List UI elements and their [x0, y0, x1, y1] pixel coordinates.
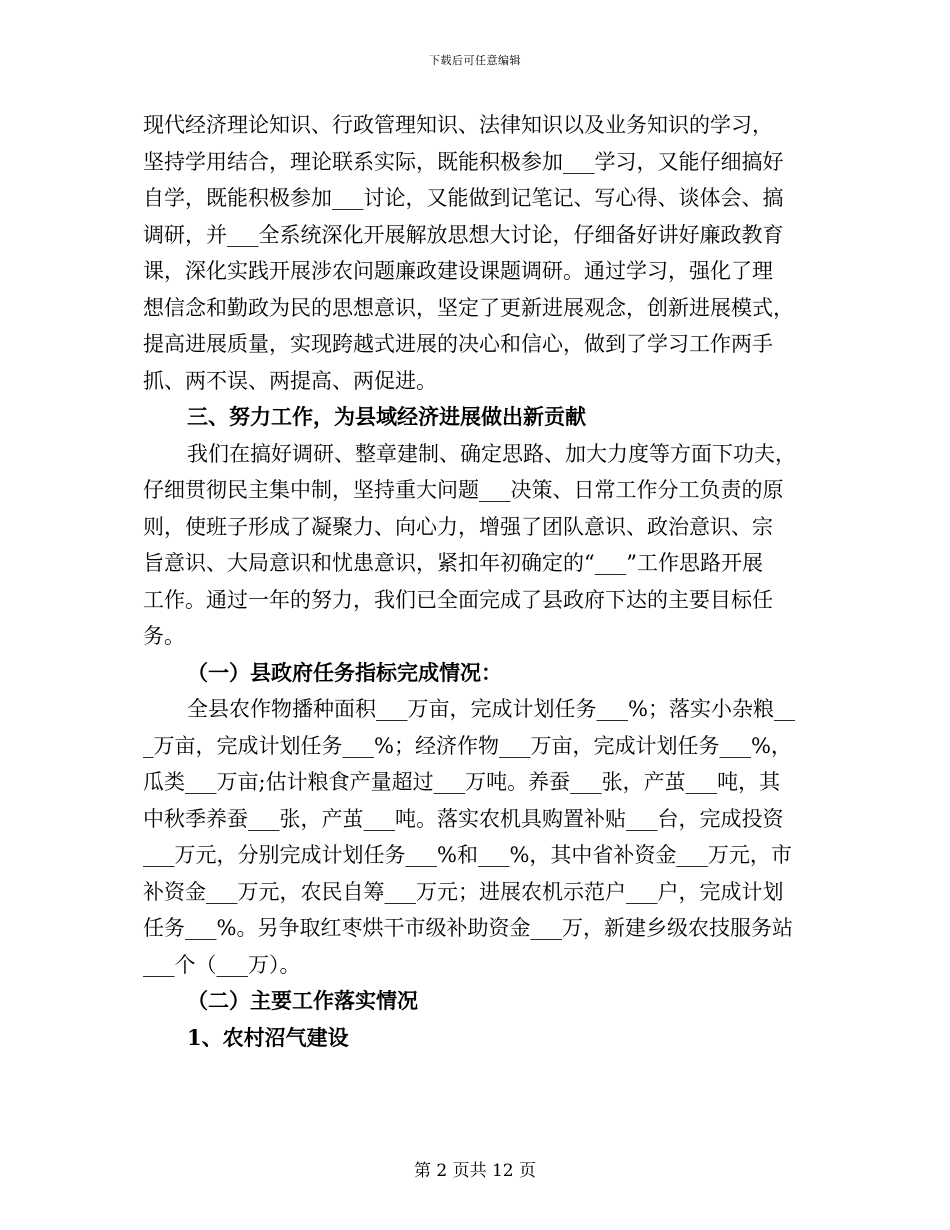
- page-header: 下载后可任意编辑: [429, 54, 521, 67]
- paragraph-line: 则，使班子形成了凝聚力、向心力，增强了团队意识、政治意识、宗: [143, 514, 773, 539]
- section-heading: 三、努力工作，为县域经济进展做出新贡献: [187, 404, 586, 429]
- paragraph-line: 抓、两不误、两提高、两促进。: [143, 368, 437, 393]
- paragraph-line: 仔细贯彻民主集中制，坚持重大问题___决策、日常工作分工负责的原: [143, 478, 784, 502]
- paragraph-line: 现代经济理论知识、行政管理知识、法律知识以及业务知识的学习，: [143, 113, 773, 137]
- section-heading: （二）主要工作落实情况: [187, 988, 418, 1013]
- paragraph-line: 旨意识、大局意识和忧患意识，紧扣年初确定的“___”工作思路开展: [143, 551, 763, 575]
- paragraph-line: 提高进展质量，实现跨越式进展的决心和信心，做到了学习工作两手: [143, 332, 773, 356]
- paragraph-line: 坚持学用结合，理论联系实际，既能积极参加___学习，又能仔细搞好: [143, 149, 784, 174]
- paragraph-line: 自学，既能积极参加___讨论，又能做到记笔记、写心得、谈体会、搞: [143, 186, 784, 210]
- paragraph-line: 补资金___万元，农民自筹___万元；进展农机示范户___户，完成计划: [143, 879, 784, 904]
- paragraph-line: 中秋季养蚕___张，产茧___吨。落实农机具购置补贴___台，完成投资: [143, 806, 784, 831]
- paragraph-line: 我们在搞好调研、整章建制、确定思路、加大力度等方面下功夫，: [187, 441, 796, 466]
- paragraph-line: 想信念和勤政为民的思想意识，坚定了更新进展观念，创新进展模式，: [143, 295, 794, 320]
- document-body: [143, 107, 807, 1056]
- paragraph-line: ___个（___万）。: [143, 952, 301, 977]
- paragraph-line: 瓜类___万亩;估计粮食产量超过___万吨。养蚕___张，产茧___吨，其: [143, 770, 781, 794]
- paragraph-line: 全县农作物播种面积___万亩，完成计划任务___%；落实小杂粮__: [187, 697, 795, 721]
- paragraph-line: _万亩，完成计划任务___%；经济作物___万亩，完成计划任务___%，: [143, 733, 792, 758]
- paragraph-line: 任务___%。另争取红枣烘干市级补助资金___万，新建乡级农技服务站: [143, 916, 793, 940]
- page-footer: 第 2 页共 12 页: [413, 1161, 537, 1181]
- section-heading: （一）县政府任务指标完成情况：: [187, 659, 502, 685]
- paragraph-line: 工作。通过一年的努力，我们已全面完成了县政府下达的主要目标任: [143, 587, 773, 612]
- paragraph-line: 调研，并___全系统深化开展解放思想大讨论，仔细备好讲好廉政教育: [143, 222, 784, 247]
- section-heading: 1、农村沼气建设: [187, 1024, 349, 1050]
- paragraph-line: 课，深化实践开展涉农问题廉政建设课题调研。通过学习，强化了理: [143, 259, 773, 283]
- paragraph-line: 务。: [143, 624, 185, 648]
- paragraph-line: ___万元，分别完成计划任务___%和___%，其中省补资金___万元，市: [143, 843, 792, 867]
